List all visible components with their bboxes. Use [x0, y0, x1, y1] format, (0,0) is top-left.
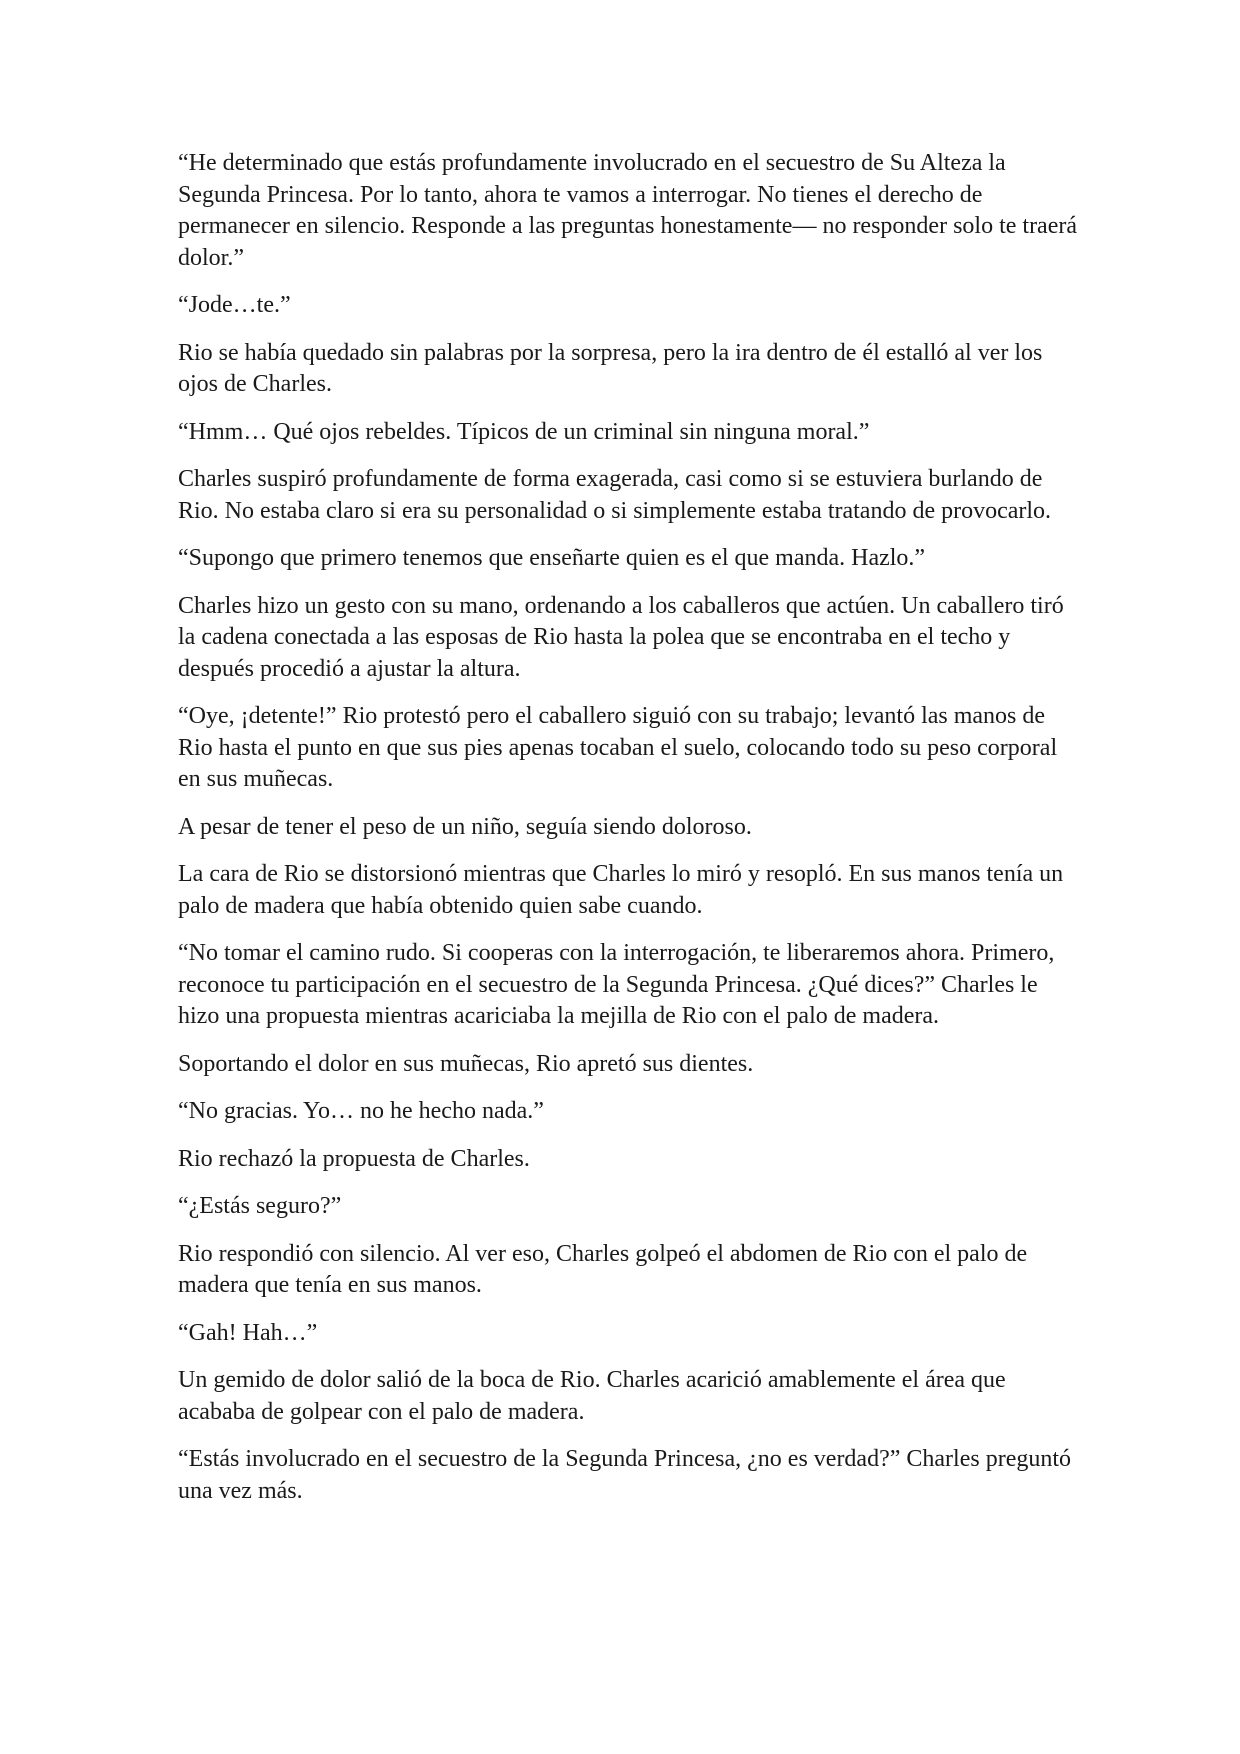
- paragraph: “Supongo que primero tenemos que enseñarte quien es el que manda. Hazlo.”: [178, 545, 926, 571]
- paragraph: “He determinado que estás profundamente involucrado en el secuestro de Su Alteza la Segunda Princesa. Por lo tanto, ahora te vamos a interrogar. No tienes el derecho de permanecer en silencio. Responde a las preguntas honestamente— no responder solo te traerá dolor.”: [178, 150, 1078, 271]
- paragraph: La cara de Rio se distorsionó mientras que Charles lo miró y resopló. En sus manos tenía un palo de madera que había obtenido quien sabe cuando.: [178, 861, 1064, 919]
- paragraph: “Gah! Hah…”: [178, 1319, 318, 1346]
- document-page: [178, 148, 1080, 1523]
- paragraph: “Estás involucrado en el secuestro de la Segunda Princesa, ¿no es verdad?” Charles preguntó una vez más.: [178, 1446, 1072, 1504]
- paragraph: Soportando el dolor en sus muñecas, Rio apretó sus dientes.: [178, 1050, 754, 1077]
- paragraph: Charles suspiró profundamente de forma exagerada, casi como si se estuviera burlando de Rio. No estaba claro si era su personalidad o si simplemente estaba tratando de provocarlo.: [178, 466, 1052, 524]
- paragraph: “Jode…te.”: [178, 292, 291, 318]
- paragraph: A pesar de tener el peso de un niño, seguía siendo doloroso.: [178, 813, 752, 840]
- paragraph: Rio rechazó la propuesta de Charles.: [178, 1145, 530, 1172]
- paragraph: “No tomar el camino rudo. Si cooperas con la interrogación, te liberaremos ahora. Primero, reconoce tu participación en el secuestro de la Segunda Princesa. ¿Qué dices?” Charles le hizo una propuesta mientras acariciaba la mejilla de Rio con el palo de madera.: [178, 940, 1055, 1029]
- paragraph: Rio respondió con silencio. Al ver eso, Charles golpeó el abdomen de Rio con el palo de madera que tenía en sus manos.: [178, 1240, 1028, 1298]
- paragraph: “Hmm… Qué ojos rebeldes. Típicos de un criminal sin ninguna moral.”: [178, 418, 870, 445]
- paragraph: “¿Estás seguro?”: [178, 1193, 342, 1219]
- paragraph: Un gemido de dolor salió de la boca de Rio. Charles acarició amablemente el área que acababa de golpear con el palo de madera.: [178, 1367, 1006, 1425]
- paragraph: “Oye, ¡detente!” Rio protestó pero el caballero siguió con su trabajo; levantó las manos de Rio hasta el punto en que sus pies apenas tocaban el suelo, colocando todo su peso corporal en sus muñecas.: [178, 703, 1058, 792]
- paragraph: Charles hizo un gesto con su mano, ordenando a los caballeros que actúen. Un caballero tiró la cadena conectada a las esposas de Rio hasta la polea que se encontraba en el techo y después procedió a ajustar la altura.: [178, 592, 1064, 682]
- paragraph: Rio se había quedado sin palabras por la sorpresa, pero la ira dentro de él estalló al ver los ojos de Charles.: [178, 339, 1043, 397]
- paragraph: “No gracias. Yo… no he hecho nada.”: [178, 1098, 544, 1124]
